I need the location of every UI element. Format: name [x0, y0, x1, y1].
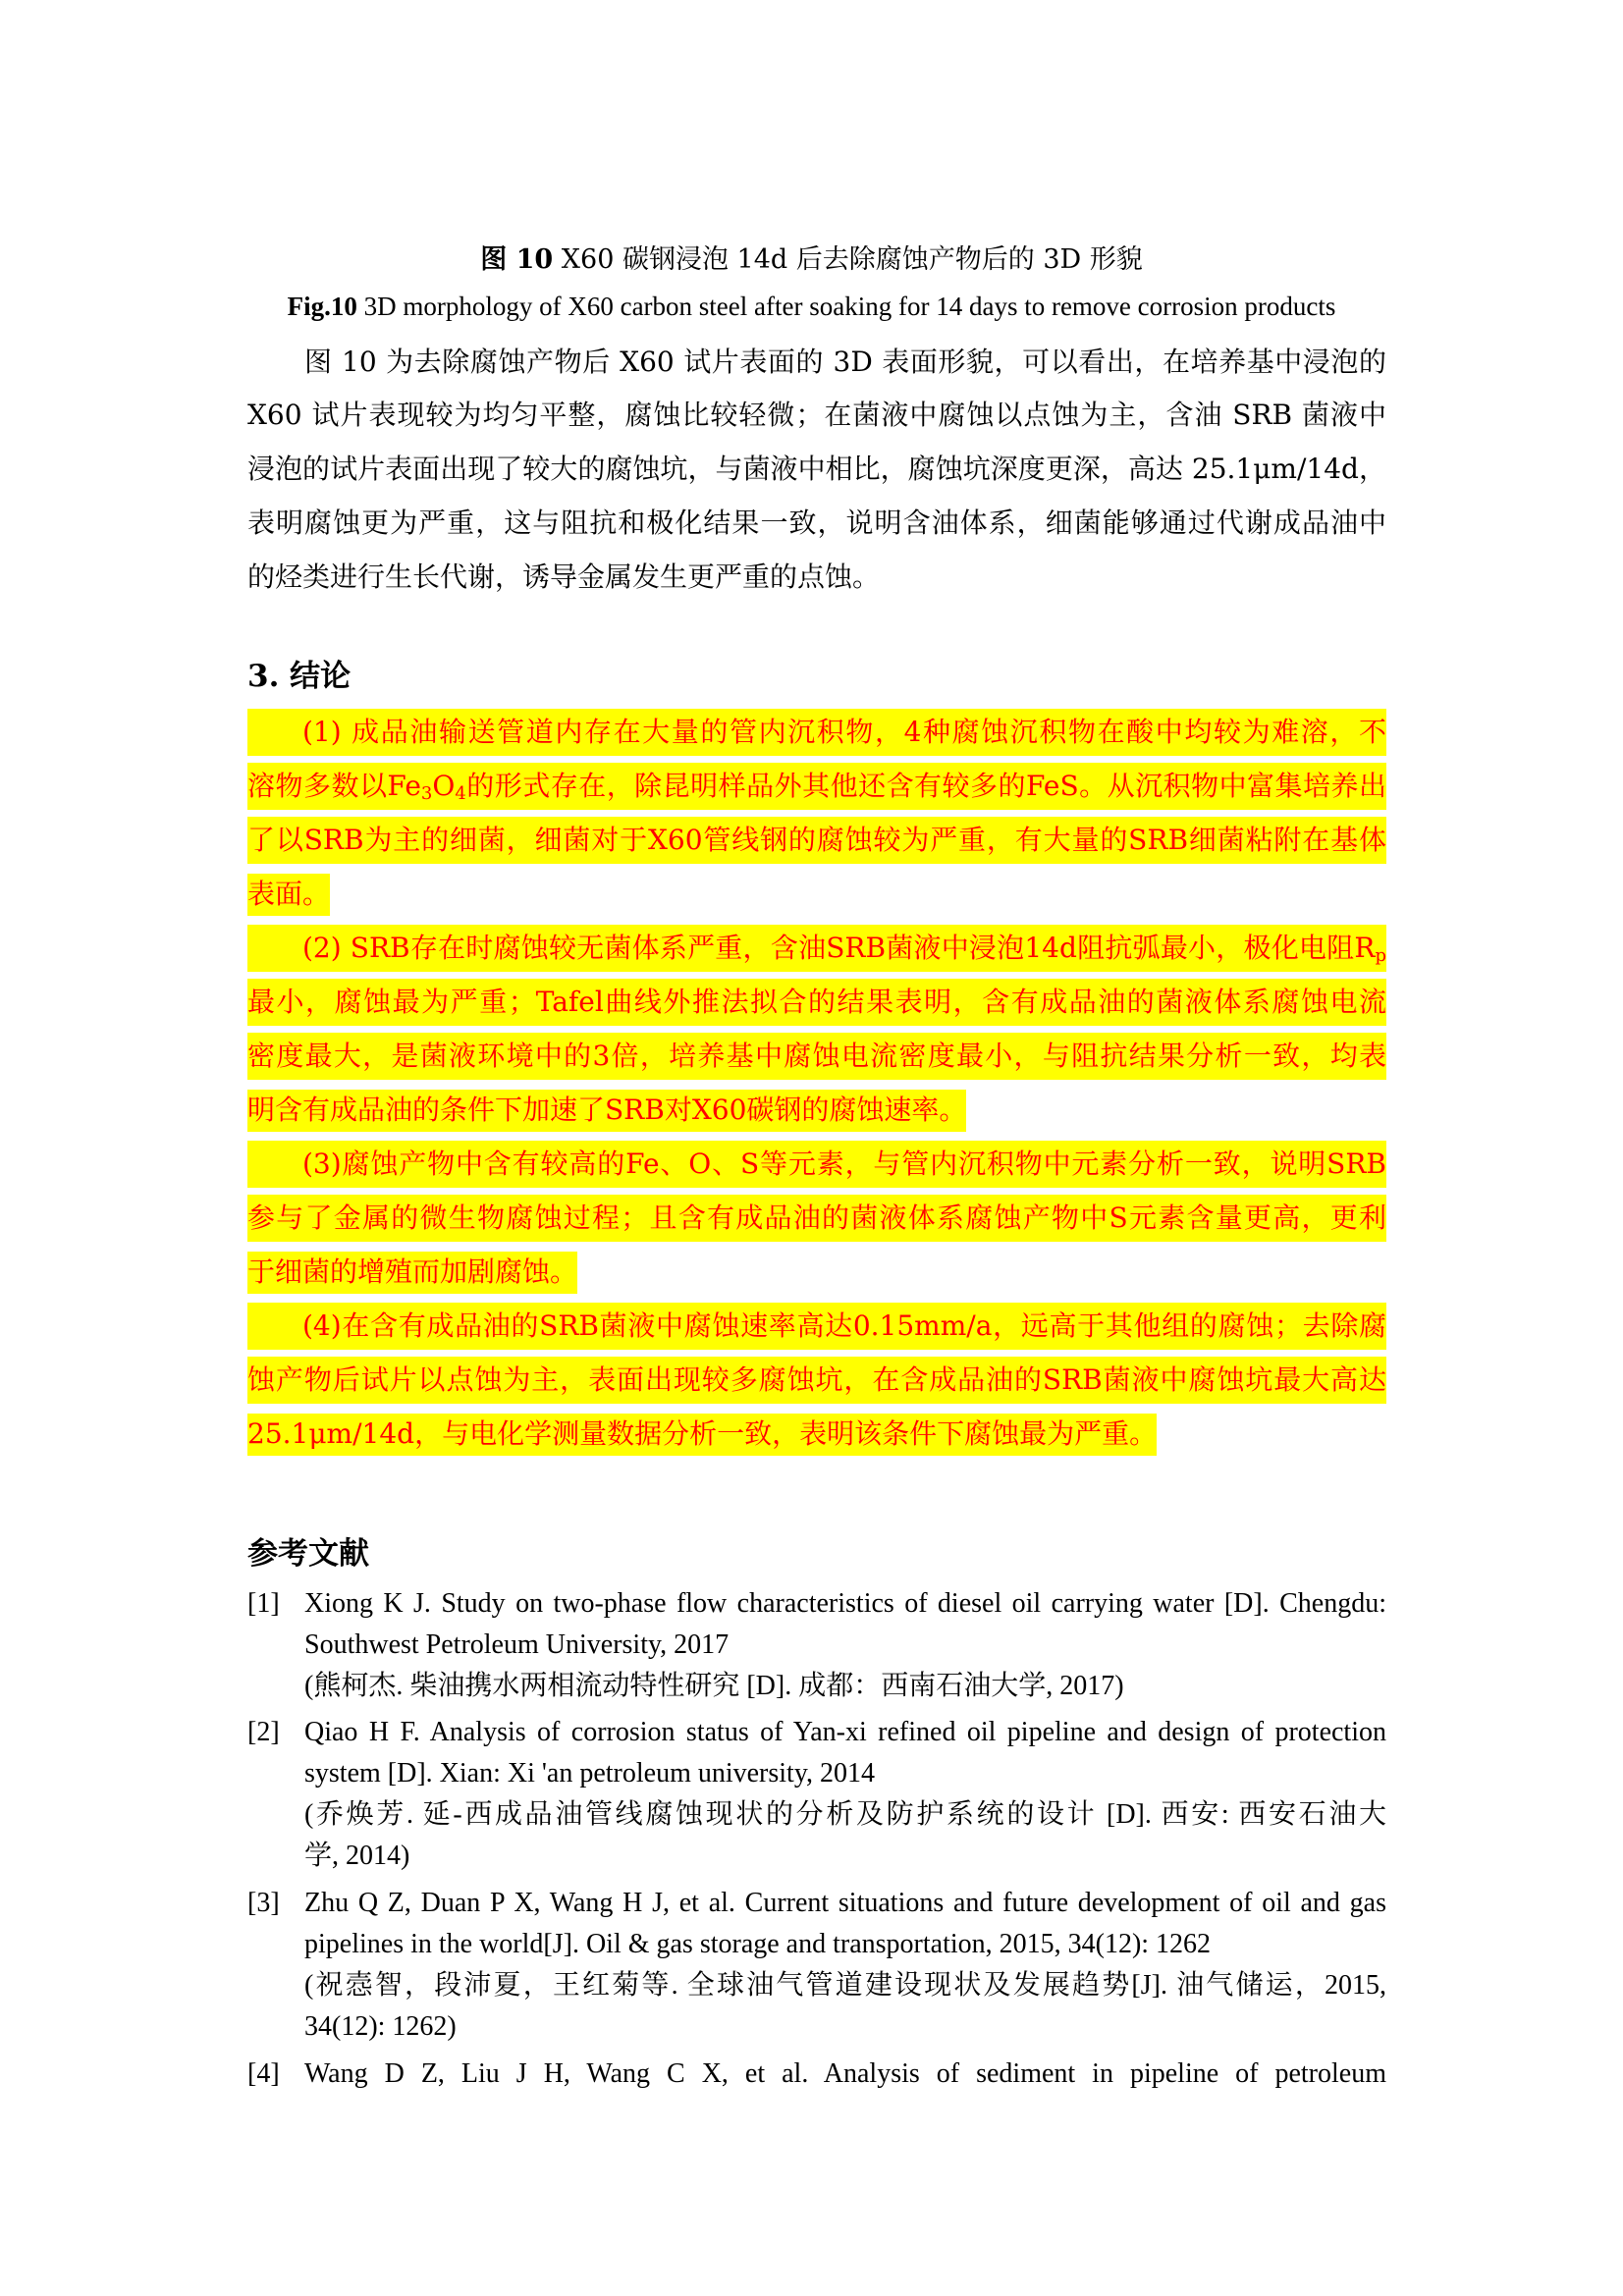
reference-number: [2]	[247, 1717, 280, 1747]
reference-line: Wang D Z, Liu J H, Wang C X, et al. Analysis of sediment in pipeline of petroleum	[304, 2058, 1386, 2089]
figure-caption-cn	[0, 240, 1623, 280]
figure-label-cn: 图 10	[480, 244, 554, 275]
section-heading-conclusion: 3. 结论	[247, 659, 352, 694]
reference-line: (乔焕芳. 延-西成品油管线腐蚀现状的分析及防护系统的设计 [D]. 西安: 西安石油大	[304, 1799, 1386, 1830]
conclusion-p1-line: 表面。	[247, 871, 330, 918]
conclusion-p2-line: (2) SRB存在时腐蚀较无菌体系严重，含油SRB菌液中浸泡14d阻抗弧最小，极化电阻$R_p$	[247, 925, 1386, 972]
body-line: X60 试片表现较为均匀平整，腐蚀比较轻微；在菌液中腐蚀以点蚀为主，含油 SRB 菌液中	[247, 399, 1386, 431]
reference-line: system [D]. Xian: Xi 'an petroleum university, 2014	[304, 1758, 876, 1789]
conclusion-p4-line: 蚀产物后试片以点蚀为主，表面出现较多腐蚀坑，在含成品油的SRB菌液中腐蚀坑最大高达	[247, 1357, 1386, 1404]
reference-number: [1]	[247, 1588, 280, 1619]
reference-item	[247, 1582, 1386, 1710]
conclusion-p4-line: 25.1μm/14d，与电化学测量数据分析一致，表明该条件下腐蚀最为严重。	[247, 1411, 1157, 1458]
reference-line: Southwest Petroleum University, 2017	[304, 1629, 730, 1660]
body-line: 的烃类进行生长代谢，诱导金属发生更严重的点蚀。	[247, 561, 881, 593]
conclusion-p1-line: 了以SRB为主的细菌，细菌对于X60管线钢的腐蚀较为严重，有大量的SRB细菌粘附在基体	[247, 817, 1386, 864]
conclusion-p3-line: 于细菌的增殖而加剧腐蚀。	[247, 1249, 577, 1296]
reference-line: Qiao H F. Analysis of corrosion status of Yan-xi refined oil pipeline and design of protection	[304, 1717, 1386, 1747]
body-line: 浸泡的试片表面出现了较大的腐蚀坑，与菌液中相比，腐蚀坑深度更深，高达 25.1μm/14d，	[247, 453, 1386, 485]
figure-caption-en-text: 3D morphology of X60 carbon steel after soaking for 14 days to remove corrosion products	[356, 292, 1336, 321]
figure-caption-cn-text: X60 碳钢浸泡 14d 后去除腐蚀产物后的 3D 形貌	[553, 244, 1143, 275]
reference-line: pipelines in the world[J]. Oil & gas storage and transportation, 2015, 34(12): 1262	[304, 1929, 1212, 1959]
conclusion-p3-line: (3)腐蚀产物中含有较高的Fe、O、S等元素，与管内沉积物中元素分析一致，说明SRB	[247, 1141, 1386, 1188]
reference-line: Xiong K J. Study on two-phase flow characteristics of diesel oil carrying water [D]. Chengdu:	[304, 1588, 1386, 1619]
body-line: 图 10 为去除腐蚀产物后 X60 试片表面的 3D 表面形貌，可以看出，在培养基中浸泡的	[304, 346, 1386, 378]
conclusion-p2-line: 明含有成品油的条件下加速了SRB对X60碳钢的腐蚀速率。	[247, 1087, 966, 1134]
reference-number: [4]	[247, 2058, 280, 2089]
section-heading-references: 参考文献	[247, 1536, 369, 1572]
conclusion-p2-line: 密度最大，是菌液环境中的3倍，培养基中腐蚀电流密度最小，与阻抗结果分析一致，均表	[247, 1033, 1386, 1080]
reference-line: (祝悫智，段沛夏，王红菊等. 全球油气管道建设现状及发展趋势[J]. 油气储运，2015,	[304, 1970, 1386, 2001]
reference-line: 34(12): 1262)	[304, 2011, 457, 2042]
figure-caption-en	[0, 287, 1623, 326]
conclusion-p3-line: 参与了金属的微生物腐蚀过程；且含有成品油的菌液体系腐蚀产物中S元素含量更高，更利	[247, 1195, 1386, 1242]
reference-number: [3]	[247, 1888, 280, 1918]
reference-line: (熊柯杰. 柴油携水两相流动特性研究 [D]. 成都：西南石油大学, 2017)	[304, 1671, 1124, 1701]
conclusion-p1-line: 溶物多数以$Fe_3O_4$的形式存在，除昆明样品外其他还含有较多的FeS。从沉积物中富集培养出	[247, 763, 1386, 810]
reference-line: Zhu Q Z, Duan P X, Wang H J, et al. Current situations and future development of oil and gas	[304, 1888, 1386, 1918]
conclusion-p2-line: 最小，腐蚀最为严重；Tafel曲线外推法拟合的结果表明，含有成品油的菌液体系腐蚀电流	[247, 979, 1386, 1026]
body-line: 表明腐蚀更为严重，这与阻抗和极化结果一致，说明含油体系，细菌能够通过代谢成品油中	[247, 507, 1386, 539]
reference-line: 学, 2014)	[304, 1841, 410, 1871]
reference-item	[247, 1882, 1386, 2051]
conclusion-p4-line: (4)在含有成品油的SRB菌液中腐蚀速率高达0.15mm/a，远高于其他组的腐蚀；去除腐	[247, 1303, 1386, 1350]
figure-label-en: Fig.10	[287, 292, 357, 321]
conclusion-p1-line: (1) 成品油输送管道内存在大量的管内沉积物，4种腐蚀沉积物在酸中均较为难溶，不	[247, 709, 1386, 756]
reference-item	[247, 1711, 1386, 1880]
reference-item	[247, 2053, 1386, 2098]
